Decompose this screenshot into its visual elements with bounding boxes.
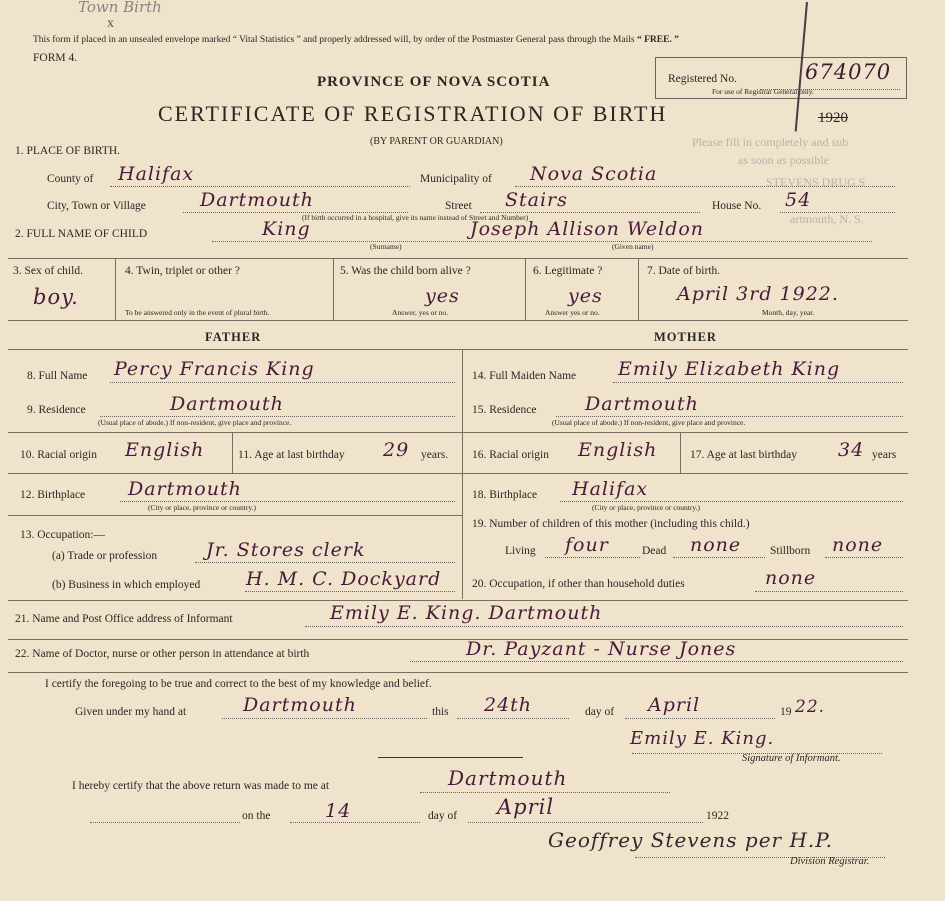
alive-value: yes [425,285,460,307]
mother-race-label: 16. Racial origin [472,449,549,461]
twin-label: 4. Twin, triplet or other ? [125,265,240,277]
mother-res-note: (Usual place of abode.) If non-resident, give place and province. [552,418,746,427]
informant-signature: Emily E. King. [630,728,775,749]
attendant-rule [8,672,908,673]
mother-name-label: 14. Full Maiden Name [472,370,577,382]
on-the-label: on the [242,810,271,822]
father-res-line [100,416,455,417]
living-line [545,557,640,558]
given-label: Given under my hand at [75,706,187,718]
informant-signature-caption: Signature of Informant. [742,753,841,764]
dead-line [673,557,765,558]
father-res-note: (Usual place of abode.) If non-resident, give place and province. [98,418,292,427]
county-value: Halifax [118,163,195,185]
row-rule-top [8,258,908,259]
father-res-label: 9. Residence [27,404,86,416]
province-heading: PROVINCE OF NOVA SCOTIA [317,74,551,90]
faint-stamp-line-4: artmouth, N. S. [790,212,864,226]
children-label: 19. Number of children of this mother (including this child.) [472,518,750,530]
father-trade: Jr. Stores clerk [206,539,366,561]
trade-line [195,562,455,563]
faint-stamp-line-1: Please fill in completely and sub [692,135,849,149]
race-rule [8,473,908,474]
registrar-signature-caption: Division Registrar. [790,856,870,867]
municipality-value: Nova Scotia [530,163,658,185]
mother-occupation-line [755,591,903,592]
birth-date-label: 7. Date of birth. [647,265,721,277]
place-of-birth-heading: 1. PLACE OF BIRTH. [15,145,121,157]
mother-age-label: 17. Age at last birthday [690,449,797,461]
sex-value: boy. [33,285,79,309]
father-birthplace: Dartmouth [128,478,242,500]
registered-note: For use of Registrar General only. [712,87,814,96]
father-name-line [110,382,455,383]
this-label: this [432,706,449,718]
registrar-month: April [497,795,555,819]
mother-res-line [556,416,903,417]
form-number: FORM 4. [33,52,78,64]
given-place: Dartmouth [243,694,357,716]
given-month-line [625,718,775,719]
faint-stamp-line-3: STEVENS DRUG S [766,175,866,189]
father-age-divider [232,432,233,473]
attendant-line [410,661,903,662]
birth-date-caption: Month, day, year. [762,308,815,317]
occupation-rule [8,600,908,601]
parents-divider [462,349,463,599]
mother-name-line [613,382,903,383]
given-year-prefix: 19 [780,706,792,718]
registrar-dayof-label: day of [428,810,458,822]
informant-cert-text: I certify the foregoing to be true and correct to the best of my knowledge and belief. [45,678,432,690]
mother-age-divider [680,432,681,473]
registrar-day-line [290,822,420,823]
mother-years: years [872,449,897,461]
street-label: Street [445,200,472,212]
registrar-signature: Geoffrey Stevens per H.P. [548,828,834,852]
attendant-value: Dr. Payzant - Nurse Jones [466,638,737,660]
mother-residence: Dartmouth [585,393,699,415]
attendant-label: 22. Name of Doctor, nurse or other person in attendance at birth [15,648,310,660]
registrar-place: Dartmouth [448,766,568,790]
father-residence: Dartmouth [170,393,284,415]
child-name-label: 2. FULL NAME OF CHILD [15,228,148,240]
stillborn-label: Stillborn [770,545,811,557]
mother-res-label: 15. Residence [472,404,537,416]
living-label: Living [505,545,536,557]
hospital-note: (If birth occurred in a hospital, give its name instead of Street and Number) [302,213,529,222]
child-name-line [212,241,872,242]
mother-birthplace: Halifax [572,478,649,500]
business-line [245,591,455,592]
twin-note: To be answered only in the event of plural birth. [125,308,270,317]
given-day-line [457,718,569,719]
pencil-note: Town Birth [78,0,162,16]
alive-caption: Answer, yes or no. [392,308,449,317]
father-bp-line [120,501,455,502]
pencil-mark: x [107,16,114,31]
res-rule [8,432,908,433]
row-div-2 [333,258,334,320]
city-value: Dartmouth [200,189,314,211]
mother-race: English [578,439,658,461]
father-bp-note: (City or place, province or country.) [148,503,257,512]
registrar-cert-text: I hereby certify that the above return was made to me at [72,780,330,792]
county-label: County of [47,173,94,185]
trade-label: (a) Trade or profession [52,550,158,562]
father-years: years. [421,449,449,461]
row-div-1 [115,258,116,320]
mother-bp-label: 18. Birthplace [472,489,538,501]
mother-heading: MOTHER [654,330,717,344]
bp-rule-left [8,515,463,516]
alive-label: 5. Was the child born alive ? [340,265,471,277]
postal-notice: This form if placed in an unsealed envelope marked “ Vital Statistics ” and properly addressed will, by order of the Postmaster General pass through the Mails “ FREE. ” [33,35,679,45]
registrar-day: 14 [325,800,352,822]
registrar-place-line [420,792,670,793]
mother-name: Emily Elizabeth King [618,358,841,380]
surname-caption: (Surname) [370,242,402,251]
registered-number: 674070 [805,60,892,84]
father-bp-label: 12. Birthplace [20,489,86,501]
father-age: 29 [383,439,410,461]
mother-bp-line [560,501,903,502]
child-surname: King [262,218,311,240]
children-dead: none [690,534,742,556]
certificate-subtitle: (BY PARENT OR GUARDIAN) [370,136,503,147]
given-caption: (Given name) [612,242,654,251]
father-name: Percy Francis King [114,358,315,380]
mother-bp-note: (City or place, province or country.) [592,503,701,512]
house-value: 54 [785,189,812,211]
informant-value: Emily E. King. Dartmouth [330,602,603,624]
given-year: 22. [795,697,826,717]
children-stillborn: none [832,534,884,556]
stillborn-line [825,557,903,558]
father-race-label: 10. Racial origin [20,449,97,461]
municipality-line [515,186,895,187]
mother-occupation-label: 20. Occupation, if other than household duties [472,578,685,590]
children-living: four [565,534,609,556]
row-rule-bottom [8,320,908,321]
father-race: English [125,439,205,461]
registered-label: Registered No. [668,73,737,85]
legitimate-caption: Answer yes or no. [545,308,600,317]
struck-year: 1920 [818,110,848,126]
row-div-4 [638,258,639,320]
given-month: April [648,694,701,716]
informant-line [305,626,903,627]
father-age-label: 11. Age at last birthday [238,449,345,461]
informant-rule [8,639,908,640]
sex-label: 3. Sex of child. [13,265,83,277]
registrar-month-line [468,822,703,823]
given-day: 24th [484,694,533,716]
occupation-label: 13. Occupation:— [20,529,105,541]
municipality-label: Municipality of [420,173,492,185]
birth-date-value: April 3rd 1922. [677,283,839,305]
house-line [780,212,895,213]
certificate-title: CERTIFICATE OF REGISTRATION OF BIRTH [158,101,668,126]
row-div-3 [525,258,526,320]
on-the-lead-line [90,822,240,823]
mother-occupation: none [765,567,817,589]
father-business: H. M. C. Dockyard [246,568,442,590]
informant-label: 21. Name and Post Office address of Informant [15,613,233,625]
mother-age: 34 [838,439,865,461]
parents-rule [8,349,908,350]
father-heading: FATHER [205,330,262,344]
separator-rule [378,757,523,758]
city-label: City, Town or Village [47,200,146,212]
street-value: Stairs [505,189,568,211]
business-label: (b) Business in which employed [52,579,201,591]
given-dayof-label: day of [585,706,615,718]
registrar-year: 1922 [706,810,729,822]
faint-stamp-line-2: as soon as possible [738,153,829,167]
county-line [110,186,410,187]
child-given-name: Joseph Allison Weldon [470,218,705,240]
dead-label: Dead [642,545,667,557]
given-place-line [222,718,427,719]
legitimate-value: yes [568,285,603,307]
house-label: House No. [712,200,762,212]
legitimate-label: 6. Legitimate ? [533,265,603,277]
father-name-label: 8. Full Name [27,370,88,382]
